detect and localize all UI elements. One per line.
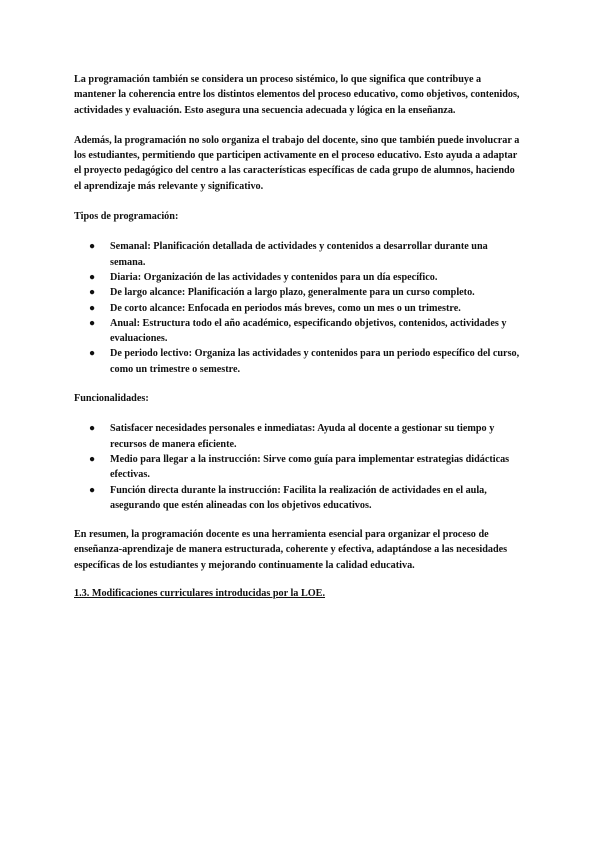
list-item-text: Diaria: Organización de las actividades y contenidos para un día específico. <box>110 271 438 283</box>
list-item-text: Anual: Estructura todo el año académico, especificando objetivos, contenidos, actividades y evaluaciones. <box>110 317 507 345</box>
list-item <box>74 346 522 377</box>
list-item <box>74 270 522 285</box>
bullet-icon: ● <box>89 484 96 496</box>
types-list <box>74 239 522 377</box>
bullet-icon: ● <box>89 302 96 314</box>
list-item-text: Semanal: Planificación detallada de actividades y contenidos a desarrollar durante una semana. <box>110 241 488 268</box>
bullet-icon: ● <box>89 271 96 283</box>
bullet-icon: ● <box>89 348 96 360</box>
list-item <box>74 316 522 347</box>
types-heading: Tipos de programación: <box>74 211 179 223</box>
bullet-icon: ● <box>89 317 96 329</box>
list-item <box>74 239 522 270</box>
list-item-text: Medio para llegar a la instrucción: Sirve como guía para implementar estrategias didácticas efectivas. <box>110 453 510 481</box>
bullet-icon: ● <box>89 423 96 435</box>
bullet-icon: ● <box>89 287 96 299</box>
list-item-text: Función directa durante la instrucción: Facilita la realización de actividades en el aula, asegurando que estén alineadas con los objetivos educativos. <box>110 484 487 511</box>
bullet-icon: ● <box>89 453 96 465</box>
list-item-text: De corto alcance: Enfocada en periodos más breves, como un mes o un trimestre. <box>110 302 461 314</box>
list-item-text: De largo alcance: Planificación a largo plazo, generalmente para un curso completo. <box>110 287 475 299</box>
summary-paragraph: En resumen, la programación docente es una herramienta esencial para organizar el proceso de enseñanza-aprendizaje de manera estructurada, coherente y efectiva, adaptándose a las necesidades específicas de los estudiantes y mejorando continuamente la calidad educativa. <box>74 529 508 571</box>
list-item <box>74 301 522 316</box>
functions-heading: Funcionalidades: <box>74 393 149 405</box>
section-title: 1.3. Modificaciones curriculares introducidas por la LOE. <box>74 588 326 600</box>
list-item <box>74 421 522 452</box>
list-item <box>74 452 522 483</box>
bullet-icon: ● <box>89 241 96 253</box>
functions-list <box>74 421 522 513</box>
list-item <box>74 483 522 514</box>
paragraph-students: Además, la programación no solo organiza el trabajo del docente, sino que también puede involucrar a los estudiantes, permitiendo que participen activamente en el proceso educativo. Esto ayuda a adaptar el proyecto pedagógico del centro a las características específicas de cada grupo de alumnos, haciendo el aprendizaje más relevante y significativo. <box>74 134 520 192</box>
list-item-text: De periodo lectivo: Organiza las actividades y contenidos para un periodo específico del curso, como un trimestre o semestre. <box>110 348 520 375</box>
list-item-text: Satisfacer necesidades personales e inmediatas: Ayuda al docente a gestionar su tiempo y recursos de manera eficiente. <box>110 423 495 450</box>
paragraph-systemic: La programación también se considera un proceso sistémico, lo que significa que contribuye a mantener la coherencia entre los distintos elementos del proceso educativo, como objetivos, contenidos, actividades y evaluación. Esto asegura una secuencia adecuada y lógica en la enseñanza. <box>74 74 520 116</box>
list-item <box>74 285 522 300</box>
